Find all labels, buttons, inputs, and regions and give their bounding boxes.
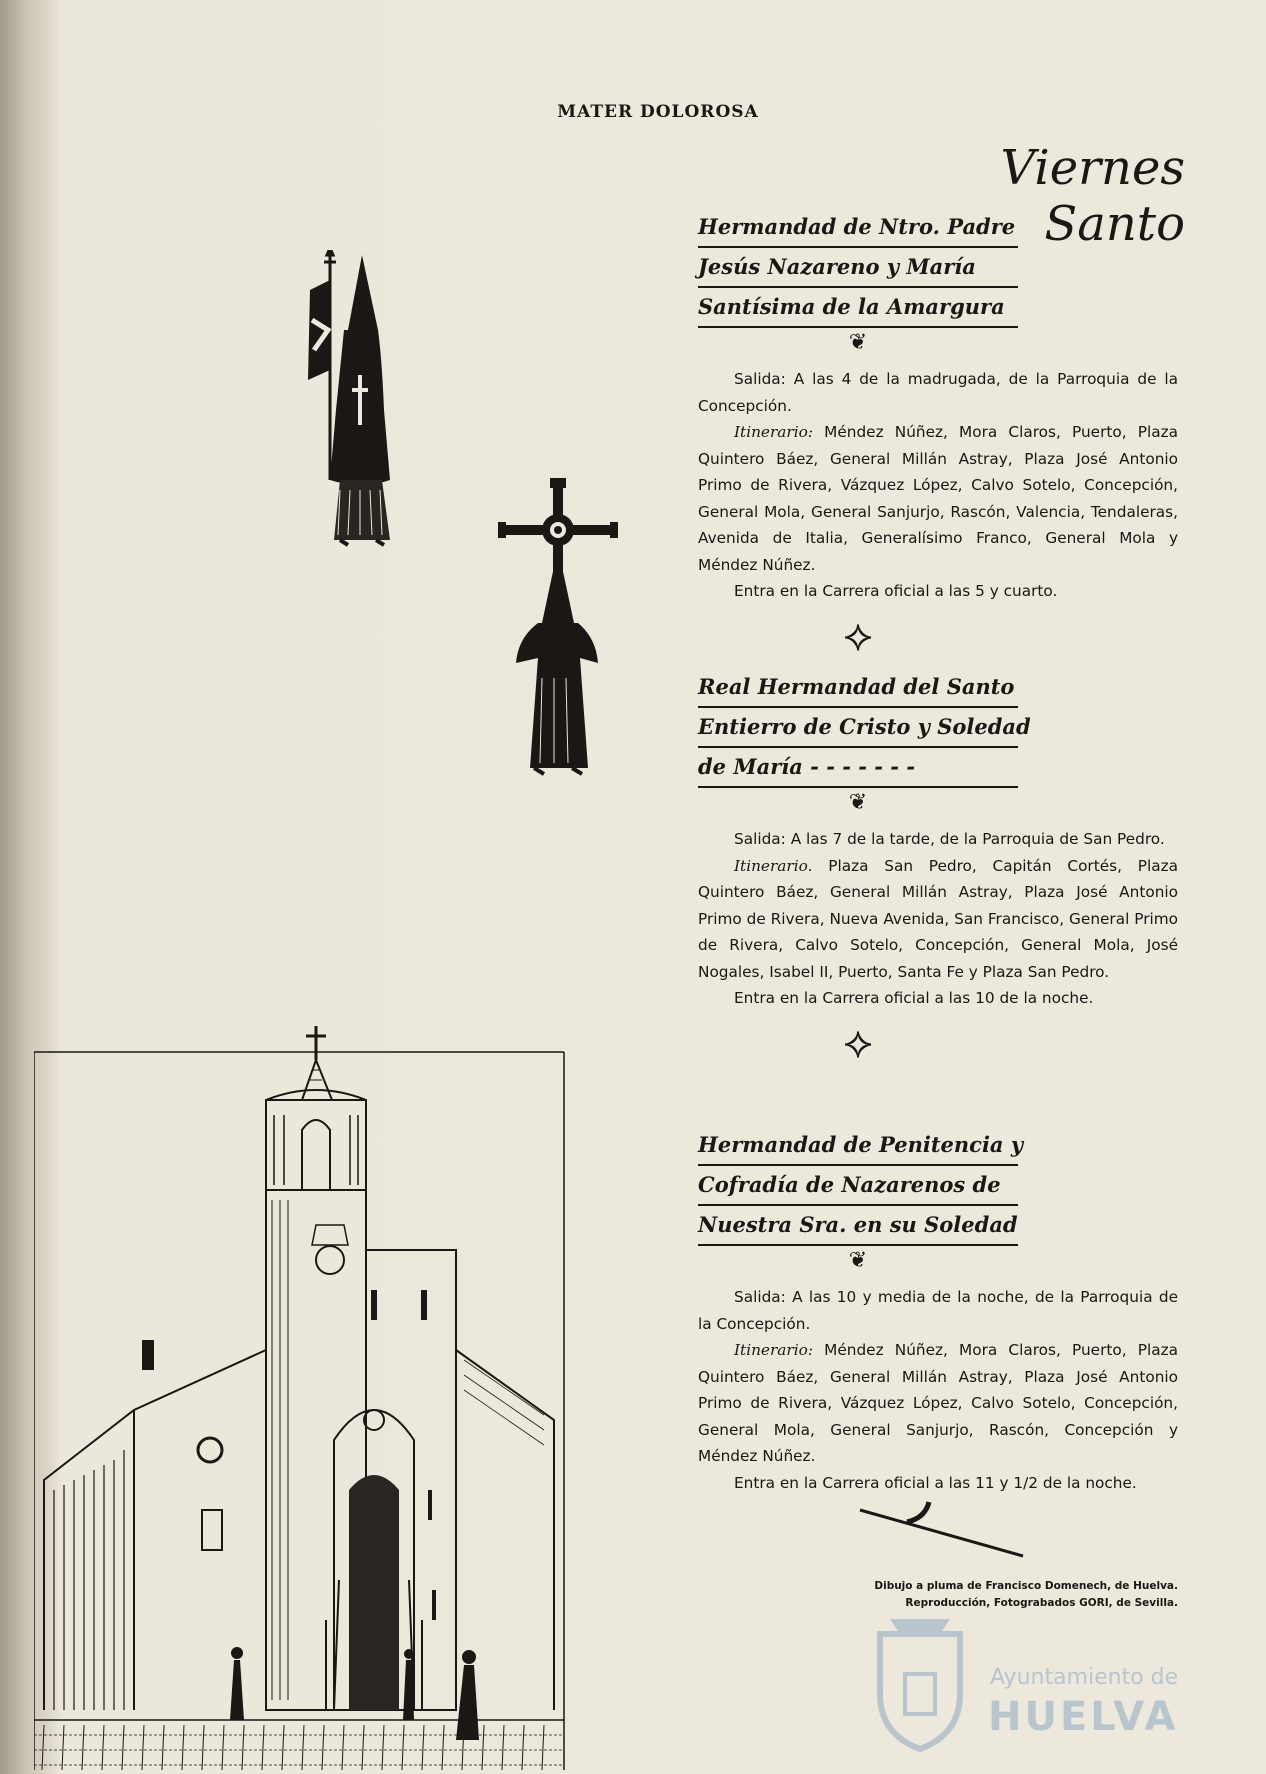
itinerario-paragraph xyxy=(698,853,1178,986)
heading-line: Real Hermandad del Santo xyxy=(698,668,1018,708)
itinerario-text: Méndez Núñez, Mora Claros, Puerto, Plaza Quintero Báez, General Millán Astray, Plaza José Antonio Primo de Rivera, Vázquez López, Calvo Sotelo, Concepción, General Mola, General Sanjurjo, Rascón, Concepción y Méndez Núñez. xyxy=(698,1341,1178,1465)
itinerario-paragraph xyxy=(698,419,1178,578)
salida-text: A las 10 y media de la noche, de la Parroquia de la Concepción. xyxy=(698,1288,1178,1333)
heading-line: Cofradía de Nazarenos de xyxy=(698,1166,1018,1206)
heading-line: Santísima de la Amargura xyxy=(698,288,1018,328)
swash-icon: ⟡ xyxy=(843,1016,873,1068)
section-santo-entierro xyxy=(698,668,1178,1068)
fleuron-icon: ❦ xyxy=(848,790,868,815)
itinerario-text: Méndez Núñez, Mora Claros, Puerto, Plaza Quintero Báez, General Millán Astray, Plaza José Antonio Primo de Rivera, Vázquez López, Calvo Sotelo, Concepción, General Mola, General Sanjurjo, Rascón, Valencia, Tendaleras, Avenida de Italia, Generalísimo Franco, General Mola y Méndez Núñez. xyxy=(698,423,1178,574)
section-soledad xyxy=(698,1126,1178,1496)
page-header: MATER DOLOROSA xyxy=(557,102,759,122)
coat-of-arms-icon xyxy=(860,1614,980,1754)
fleuron-icon: ❦ xyxy=(848,330,868,355)
section-heading xyxy=(698,668,1031,788)
itinerario-label: Itinerario: xyxy=(734,423,813,441)
illustration-credit xyxy=(858,1578,1178,1612)
salida-label: Salida: xyxy=(734,1288,786,1306)
itinerario-text: Plaza San Pedro, Capitán Cortés, Plaza Quintero Báez, General Millán Astray, Plaza José Antonio Primo de Rivera, Nueva Avenida, San Francisco, General Primo de Rivera, Calvo Sotelo, Concepción, General Mola, José Nogales, Isabel II, Puerto, Santa Fe y Plaza San Pedro. xyxy=(698,856,1178,981)
entrada-text: Entra en la Carrera oficial a las 5 y cuarto. xyxy=(734,582,1058,600)
heading-line: Nuestra Sra. en su Soledad xyxy=(698,1206,1018,1246)
salida-text: A las 7 de la tarde, de la Parroquia de San Pedro. xyxy=(790,830,1165,848)
entrada-text: Entra en la Carrera oficial a las 11 y 1/2 de la noche. xyxy=(734,1473,1137,1492)
salida-paragraph xyxy=(698,1284,1178,1337)
salida-text: A las 4 de la madrugada, de la Parroquia de la Concepción. xyxy=(698,370,1178,415)
church-drawing-illustration xyxy=(34,1020,574,1770)
section-heading xyxy=(698,208,1018,328)
heading-line: Jesús Nazareno y María xyxy=(698,248,1018,288)
salida-label: Salida: xyxy=(734,830,786,848)
fleuron-icon: ❦ xyxy=(848,1248,868,1273)
nazarene-banner-illustration xyxy=(300,250,410,550)
heading-line: de María - - - - - - - xyxy=(698,748,1018,788)
credit-line: Dibujo a pluma de Francisco Domenech, de Huelva. xyxy=(874,1580,1178,1592)
heading-line: Entierro de Cristo y Soledad xyxy=(698,708,1018,748)
watermark xyxy=(850,1610,1190,1760)
entrada-text: Entra en la Carrera oficial a las 10 de la noche. xyxy=(734,989,1094,1007)
section-heading xyxy=(698,1126,1024,1246)
nazarene-cross-illustration xyxy=(498,478,618,778)
closing-flourish-icon xyxy=(855,1498,1025,1558)
salida-paragraph xyxy=(698,826,1178,853)
salida-paragraph xyxy=(698,366,1178,419)
itinerario-label: Itinerario. xyxy=(734,856,813,875)
day-title: Viernes Santo xyxy=(1000,140,1185,252)
heading-line: Hermandad de Ntro. Padre xyxy=(698,208,1018,248)
section-jesus-nazareno xyxy=(698,208,1178,661)
watermark-line: Ayuntamiento de xyxy=(990,1665,1179,1690)
salida-label: Salida: xyxy=(734,370,786,388)
heading-line: Hermandad de Penitencia y xyxy=(698,1126,1018,1166)
credit-line: Reproducción, Fotograbados GORI, de Sevilla. xyxy=(905,1597,1178,1609)
swash-icon: ⟡ xyxy=(843,609,873,661)
itinerario-paragraph xyxy=(698,1337,1178,1470)
watermark-line: HUELVA xyxy=(988,1694,1179,1740)
itinerario-label: Itinerario: xyxy=(734,1341,813,1359)
